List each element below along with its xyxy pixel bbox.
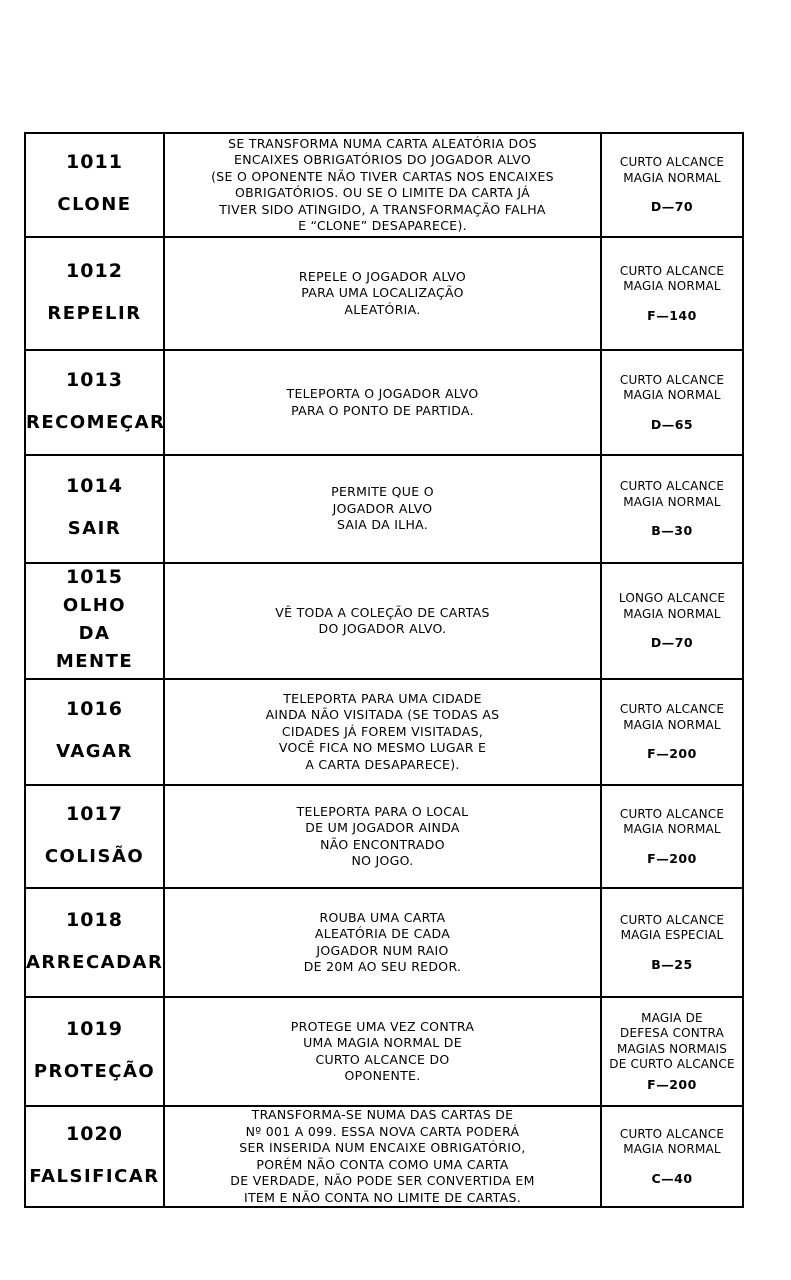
card-type: CURTO ALCANCE MAGIA NORMAL bbox=[619, 263, 725, 294]
card-number: 1014 bbox=[66, 475, 123, 497]
card-name: ARRECADAR bbox=[26, 951, 164, 973]
card-type-cell bbox=[601, 237, 743, 350]
card-id-cell bbox=[25, 133, 164, 237]
card-name: SAIR bbox=[67, 518, 122, 539]
table-row bbox=[25, 679, 743, 785]
card-id-cell bbox=[25, 997, 164, 1106]
card-rank: C—40 bbox=[651, 1170, 693, 1186]
card-number: 1016 bbox=[66, 698, 123, 720]
card-rank: F—200 bbox=[647, 1076, 697, 1092]
card-number: 1012 bbox=[66, 259, 123, 282]
card-type: MAGIA DE DEFESA CONTRA MAGIAS NORMAIS DE CURTO ALCANCE bbox=[609, 1010, 735, 1072]
card-type-cell bbox=[601, 679, 743, 785]
card-type-cell bbox=[601, 888, 743, 997]
table-row bbox=[25, 1106, 743, 1207]
card-type-cell bbox=[601, 350, 743, 455]
card-rank: B—25 bbox=[651, 956, 693, 972]
table-row bbox=[25, 237, 743, 350]
card-rank: F—200 bbox=[647, 850, 697, 866]
card-rank: D—70 bbox=[650, 635, 694, 651]
card-id-cell bbox=[25, 455, 164, 563]
table-row bbox=[25, 133, 743, 237]
card-name: CLONE bbox=[57, 194, 132, 215]
card-id-cell bbox=[25, 237, 164, 350]
card-id-cell bbox=[25, 785, 164, 888]
card-rank: B—30 bbox=[651, 523, 693, 539]
card-description: TRANSFORMA-SE NUMA DAS CARTAS DE Nº 001 A 099. ESSA NOVA CARTA PODERÁ SER INSERIDA NUM ENCAIXE OBRIGATÓRIO, PORÉM NÃO CONTA COMO UMA CARTA DE VERDADE, NÃO PODE SER CONVERTIDA EM ITEM E NÃO CONTA NO LIMITE DE CARTAS. bbox=[164, 1106, 601, 1207]
card-name: PROTEÇÃO bbox=[33, 1060, 156, 1082]
card-number: 1011 bbox=[66, 151, 123, 173]
card-type-cell bbox=[601, 133, 743, 237]
card-type-cell bbox=[601, 785, 743, 888]
card-type: CURTO ALCANCE MAGIA ESPECIAL bbox=[619, 912, 725, 943]
card-id-cell bbox=[25, 350, 164, 455]
card-id-cell bbox=[25, 1106, 164, 1207]
card-description: TELEPORTA PARA UMA CIDADE AINDA NÃO VISITADA (SE TODAS AS CIDADES JÁ FOREM VISITADAS, VOCÊ FICA NO MESMO LUGAR E A CARTA DESAPARECE). bbox=[164, 679, 601, 785]
table-row bbox=[25, 997, 743, 1106]
card-name: VAGAR bbox=[56, 741, 133, 762]
card-description: PERMITE QUE O JOGADOR ALVO SAIA DA ILHA. bbox=[164, 455, 601, 563]
card-number: 1015 bbox=[66, 566, 123, 588]
card-type-cell bbox=[601, 455, 743, 563]
card-description: PROTEGE UMA VEZ CONTRA UMA MAGIA NORMAL DE CURTO ALCANCE DO OPONENTE. bbox=[164, 997, 601, 1106]
card-number: 1019 bbox=[66, 1017, 123, 1040]
table-row bbox=[25, 888, 743, 997]
card-type: CURTO ALCANCE MAGIA NORMAL bbox=[619, 702, 725, 732]
card-number: 1020 bbox=[66, 1122, 123, 1145]
card-description: ROUBA UMA CARTA ALEATÓRIA DE CADA JOGADOR NUM RAIO DE 20M AO SEU REDOR. bbox=[164, 888, 601, 997]
card-id-cell bbox=[25, 888, 164, 997]
table-row bbox=[25, 785, 743, 888]
card-type-cell bbox=[601, 997, 743, 1106]
card-type: CURTO ALCANCE MAGIA NORMAL bbox=[619, 1126, 725, 1157]
card-name: REPELIR bbox=[47, 302, 142, 324]
card-id-cell bbox=[25, 563, 164, 679]
table-row bbox=[25, 563, 743, 679]
card-description: TELEPORTA PARA O LOCAL DE UM JOGADOR AINDA NÃO ENCONTRADO NO JOGO. bbox=[164, 785, 601, 888]
card-description: TELEPORTA O JOGADOR ALVO PARA O PONTO DE PARTIDA. bbox=[164, 350, 601, 455]
card-type: CURTO ALCANCE MAGIA NORMAL bbox=[619, 806, 725, 837]
card-description: REPELE O JOGADOR ALVO PARA UMA LOCALIZAÇÃO ALEATÓRIA. bbox=[164, 237, 601, 350]
card-rank: F—140 bbox=[647, 307, 697, 323]
card-type: CURTO ALCANCE MAGIA NORMAL bbox=[619, 155, 725, 185]
table-row bbox=[25, 350, 743, 455]
card-description: VÊ TODA A COLEÇÃO DE CARTAS DO JOGADOR ALVO. bbox=[164, 563, 601, 679]
card-type: LONGO ALCANCE MAGIA NORMAL bbox=[618, 591, 726, 621]
card-rank: D—65 bbox=[650, 416, 694, 432]
card-type-cell bbox=[601, 563, 743, 679]
card-description: SE TRANSFORMA NUMA CARTA ALEATÓRIA DOS ENCAIXES OBRIGATÓRIOS DO JOGADOR ALVO (SE O OPONENTE NÃO TIVER CARTAS NOS ENCAIXES OBRIGATÓRIOS. OU SE O LIMITE DA CARTA JÁ TIVER SIDO ATINGIDO, A TRANSFORMAÇÃO FALHA E “CLONE” DESAPARECE). bbox=[164, 133, 601, 237]
card-id-cell bbox=[25, 679, 164, 785]
card-list-table bbox=[24, 132, 744, 1208]
table-row bbox=[25, 455, 743, 563]
card-type: CURTO ALCANCE MAGIA NORMAL bbox=[619, 372, 725, 403]
card-rank: F—200 bbox=[647, 746, 697, 762]
card-name: FALSIFICAR bbox=[29, 1165, 160, 1187]
card-name: OLHO DA MENTE bbox=[55, 595, 134, 672]
card-name: COLISÃO bbox=[44, 845, 145, 867]
card-rank: D—70 bbox=[650, 199, 694, 215]
card-name: RECOMEÇAR bbox=[26, 411, 166, 433]
card-number: 1017 bbox=[66, 802, 123, 825]
card-number: 1018 bbox=[66, 908, 123, 931]
card-type: CURTO ALCANCE MAGIA NORMAL bbox=[619, 479, 725, 509]
card-type-cell bbox=[601, 1106, 743, 1207]
card-number: 1013 bbox=[66, 368, 123, 391]
